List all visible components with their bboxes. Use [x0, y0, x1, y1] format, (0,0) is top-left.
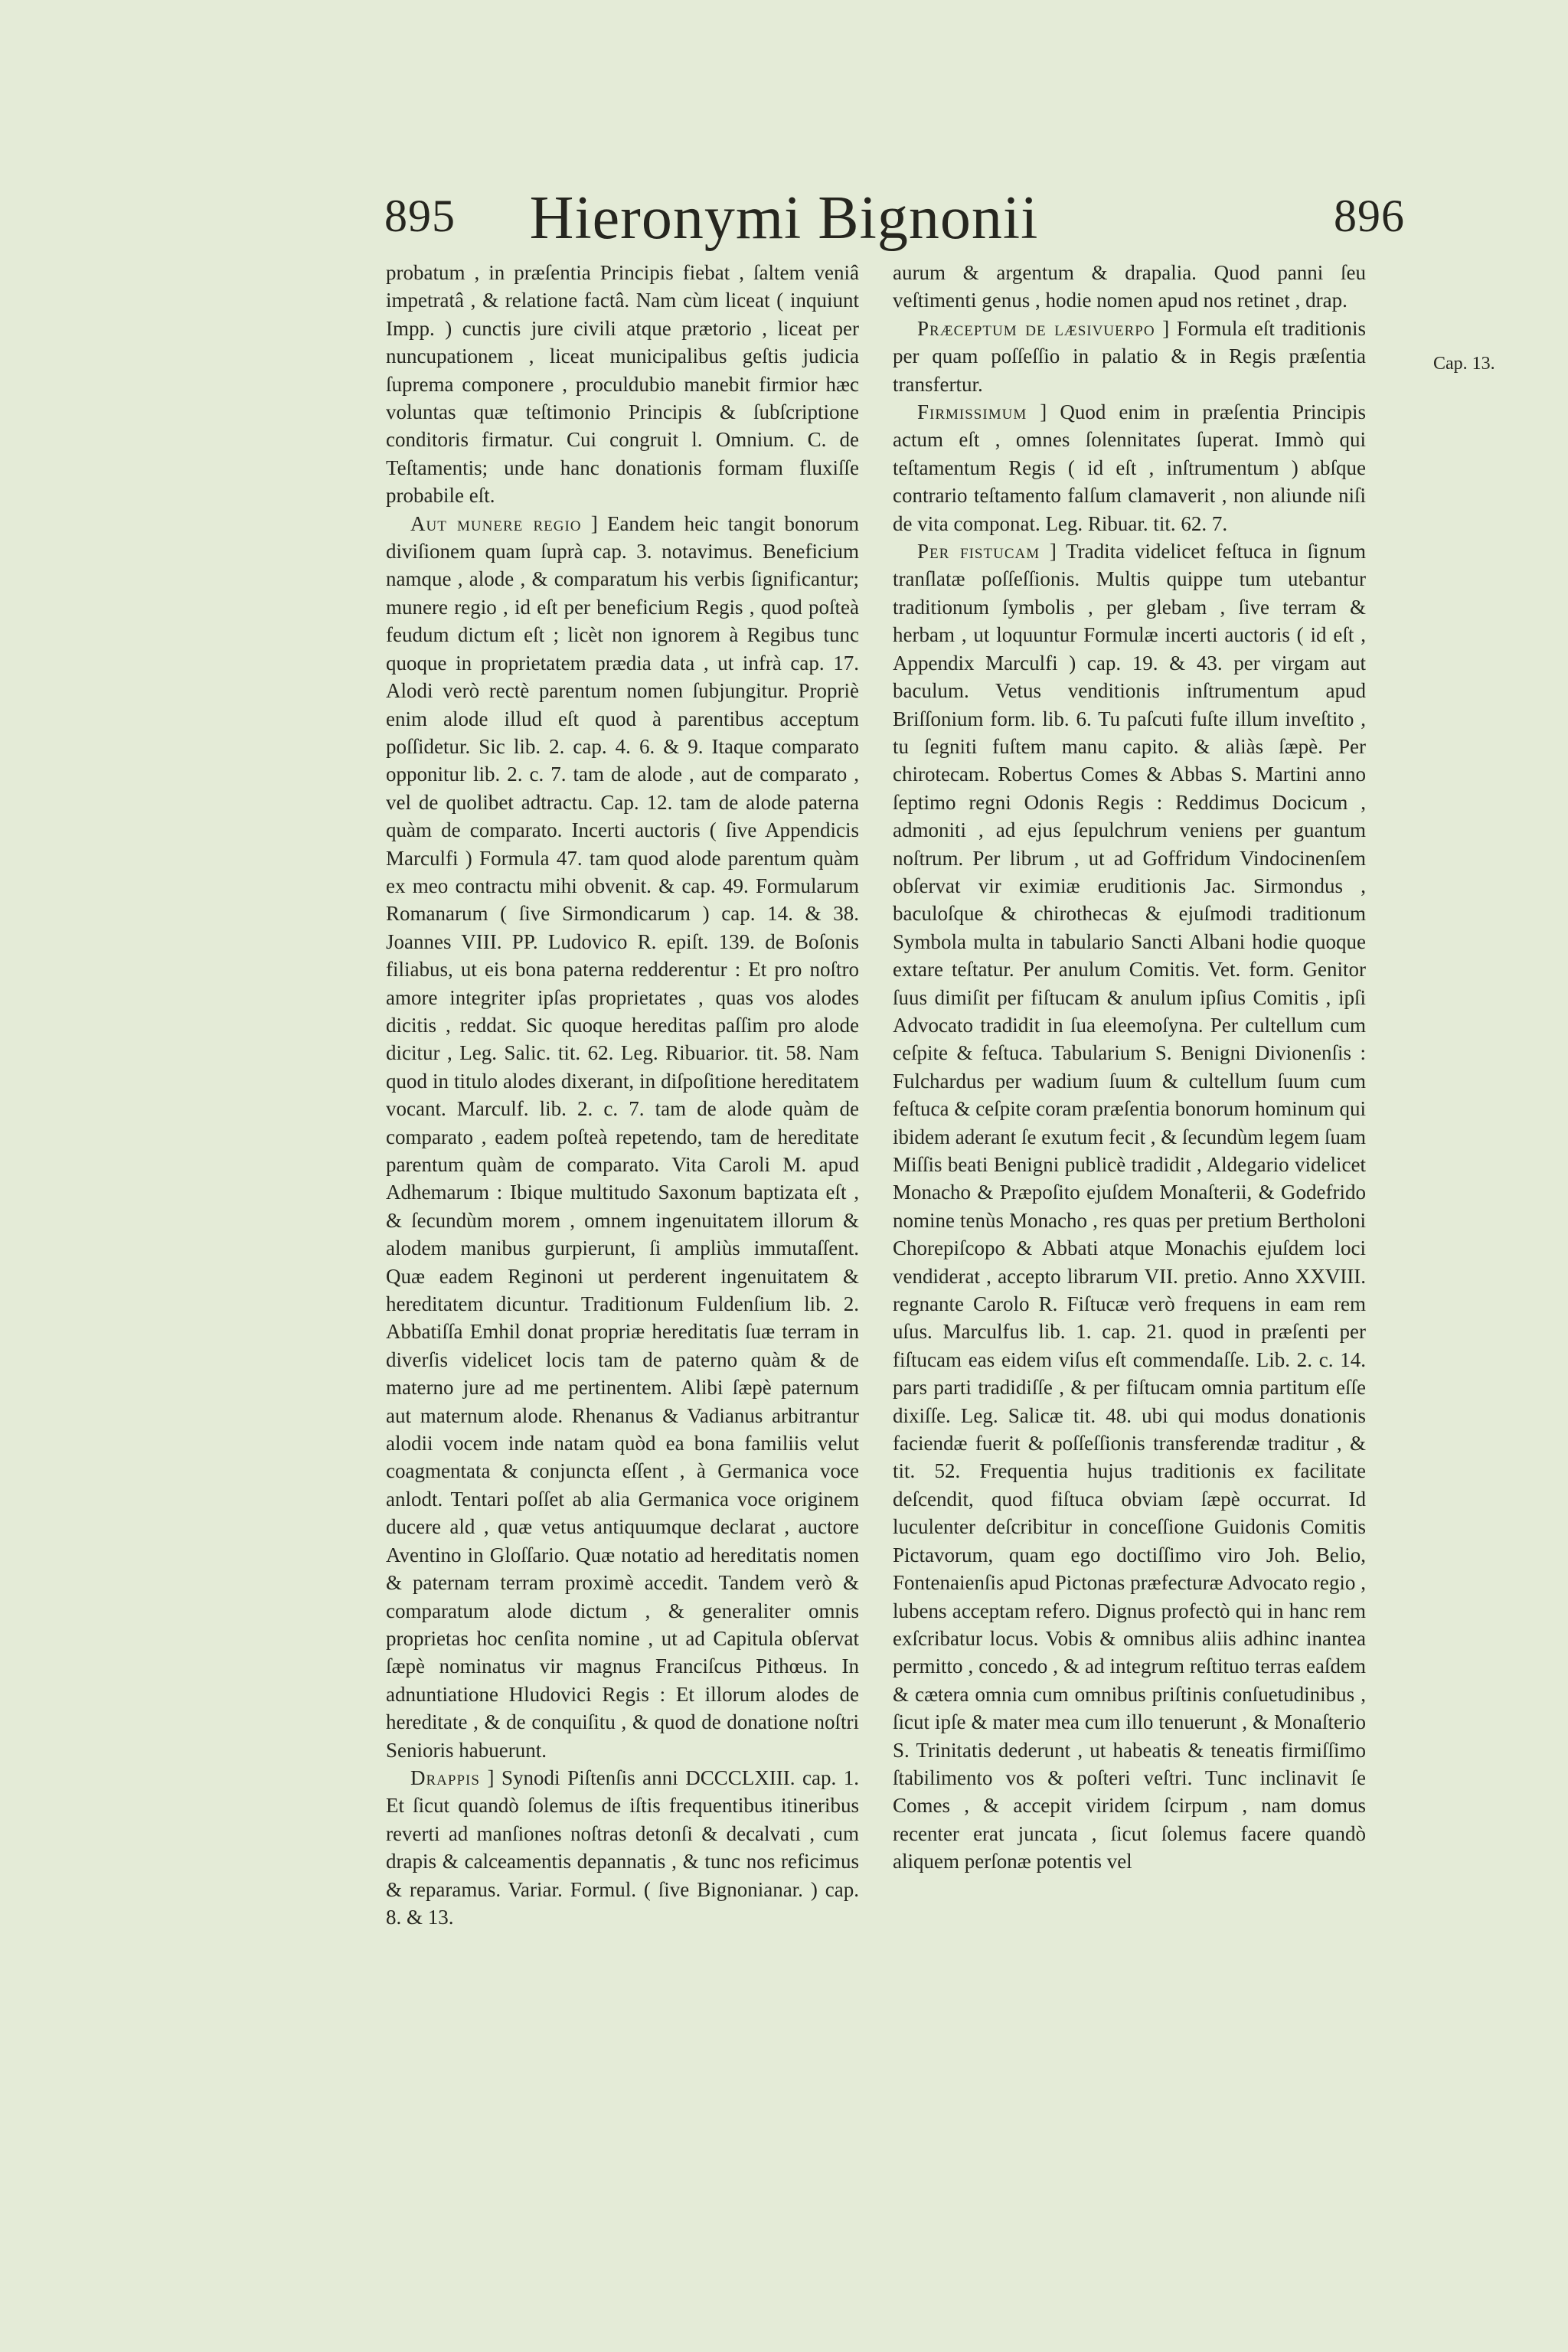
lemma: Præceptum de læsivuerpo — [917, 316, 1155, 340]
left-page-number: 895 — [384, 191, 456, 241]
paragraph: probatum , in præſentia Principis fiebat , ſaltem veniâ impetratâ , & relatione factâ. Nam cùm liceat ( inquiunt Impp. ) cunctis jure civili atque prætorio , liceat per nuncupationem , liceat municipalibus geſtis judicia ſuprema componere , proculdubio manebit firmior hæc voluntas quæ teſtimonio Principis & ſubſcriptione conditoris firmatur. Cui congruit l. Omnium. C. de Teſtamentis; unde hanc donationis formam fluxiſſe probabile eſt. — [386, 261, 859, 508]
lemma: Per fistucam — [917, 540, 1040, 564]
paragraph — [386, 510, 859, 1764]
paragraph — [893, 315, 1366, 398]
paragraph — [893, 537, 1366, 1876]
running-title: Hieronymi Bignonii — [529, 185, 1039, 252]
marginal-note: Cap. 13. — [1433, 354, 1495, 374]
right-page-number: 896 — [1334, 191, 1405, 241]
paragraph-text: ] Quod enim in præſentia Principis actum eſt , omnes ſolennitates ſuperat. Immò qui teſtamentum Regis ( id eſt , inſtrumentum ) abſque contrario teſtamento falſum clamaverit , non aliunde niſi de vita componat. Leg. Ribuar. tit. 62. 7. — [893, 400, 1367, 535]
paragraph-text: ] Tradita videlicet feſtuca in ſignum tranſlatæ poſſeſſionis. Multis quippe tum utebantur traditionum ſymbolis , per glebam , ſive terram & herbam , ut loquuntur Formulæ incerti auctoris ( id eſt , Appendix Marculfi ) cap. 19. & 43. per virgam aut baculum. Vetus venditionis inſtrumentum apud Briſſonium form. lib. 6. Tu paſcuti fuſte illum inveſtito , tu ſegniti fuſtem manu capito. & aliàs ſæpè. Per chirotecam. Robertus Comes & Abbas S. Martini anno ſeptimo regni Odonis Regis : Reddimus Docicum , admoniti , ad ejus ſepulchrum veniens per guantum noſtrum. Per librum , ut ad Goffridum Vindocinenſem obſervat vir eximiæ eruditionis Jac. Sirmondus , baculoſque & chirothecas & ejuſmodi traditionum Symbola multa in tabulario Sancti Albani hodie quoque extare teſtatur. Per anulum Comitis. Vet. form. Genitor ſuus dimiſit per fiſtucam & anulum ipſius Comitis , ipſi Advocato tradidit in ſua eleemoſyna. Per cultellum cum ceſpite & feſtuca. Tabularium S. Benigni Divionenſis : Fulchardus per wadium ſuum & cultellum ſuum cum feſtuca & ceſpite coram præſentia bonorum hominum qui ibidem aderant ſe exutum fecit , & ſecundùm legem ſuam Miſſis beati Benigni publicè tradidit , Aldegario videlicet Monacho & Præpoſito ejuſdem Monaſterii, & Godefrido nomine tenùs Monacho , res quas per pretium Bertholoni Chorepiſcopo & Abbati atque Monachis ejuſdem loci vendiderat , accepto librarum VII. pretio. Anno XXVIII. regnante Carolo R. Fiſtucæ verò frequens in eam rem uſus. Marculfus lib. 1. cap. 21. quod in præſenti per fiſtucam eas eidem viſus eſt commendaſſe. Lib. 2. c. 14. pars parti tradidiſſe , & per fiſtucam omnia partitum eſſe dixiſſe. Leg. Salicæ tit. 48. ubi qui modus donationis faciendæ fuerit & poſſeſſionis transferendæ traditur , & tit. 52. Frequentia hujus traditionis ex facilitate deſcendit, quod fiſtuca obviam ſæpè occurrat. Id luculenter deſcribitur in conceſſione Guidonis Comitis Pictavorum, quam ego doctiſſimo viro Joh. Belio, Fontenaienſis apud Pictonas præfecturæ Advocato regio , lubens acceptam refero. Dignus profectò qui in hanc rem exſcribatur locus. Vobis & omnibus aliis adhinc inantea permitto , concedo , & ad integrum reſtituo terras eaſdem & cætera omnia cum omnibus priſtinis conſuetudinibus , ſicut ipſe & mater mea cum illo tenuerunt , & Monaſterio S. Trinitatis dederunt , ut habeatis & teneatis firmiſſimo ſtabilimento vos & poſteri veſtri. Tunc inclinavit ſe Comes , & accepit viridem ſcirpum , nam domus recenter erat juncata , ſicut ſolemus facere quandò aliquem perſonæ potentis vel — [893, 540, 1367, 1873]
right-column — [893, 259, 1366, 1876]
lemma: Drappis — [410, 1766, 480, 1789]
paragraph: aurum & argentum & drapalia. Quod panni ſeu veſtimenti genus , hodie nomen apud nos retinet , drap. — [893, 261, 1366, 312]
paragraph — [386, 1764, 859, 1931]
paragraph-text: ] Synodi Piſtenſis anni DCCCLXIII. cap. 1. Et ſicut quandò ſolemus de iſtis frequentibus itineribus reverti ad manſiones noſtras detonſi & decalvati , cum drapis & calceamentis depannatis , & tunc nos reficimus & reparamus. Variar. Formul. ( ſive Bignonianar. ) cap. 8. & 13. — [386, 1766, 860, 1929]
paragraph — [893, 398, 1366, 537]
left-column — [386, 259, 859, 1931]
lemma: Firmissimum — [917, 400, 1027, 424]
paragraph-text: ] Formula eſt traditionis per quam poſſeſſio in palatio & in Regis præſentia transfertur. — [893, 316, 1367, 396]
paragraph-text: ] Eandem heic tangit bonorum diviſionem quam ſuprà cap. 3. notavimus. Beneficium namque , alode , & comparatum his verbis ſignificantur; munere regio , id eſt per beneficium Regis , quod poſteà feudum dictum eſt ; licèt non ignorem à Regibus tunc quoque in proprietatem prædia data , ut infrà cap. 17. Alodi verò rectè parentum nomen ſubjungitur. Propriè enim alode illud eſt quod à parentibus acceptum poſſidetur. Sic lib. 2. cap. 4. 6. & 9. Itaque comparato opponitur lib. 2. c. 7. tam de alode , aut de comparato , vel de quolibet adtractu. Cap. 12. tam de alode paterna quàm de comparato. Incerti auctoris ( ſive Appendicis Marculfi ) Formula 47. tam quod alode parentum quàm ex meo contractu mihi obvenit. & cap. 49. Formularum Romanarum ( ſive Sirmondicarum ) cap. 14. & 38. Joannes VIII. PP. Ludovico R. epiſt. 139. de Boſonis filiabus, ut eis bona paterna redderentur : Et pro noſtro amore integriter ipſas proprietates , quas vos alodes dicitis , reddat. Sic quoque hereditas paſſim pro alode dicitur , Leg. Salic. tit. 62. Leg. Ribuarior. tit. 58. Nam quod in titulo alodes dixerant, in diſpoſitione hereditatem vocant. Marculf. lib. 2. c. 7. tam de alode quàm de comparato , eadem poſteà repetendo, tam de hereditate parentum quàm de comparato. Vita Caroli M. apud Adhemarum : Ibique multitudo Saxonum baptizata eſt , & ſecundùm morem , omnem ingenuitatem illorum & alodem manibus gurpierunt, ſi ampliùs immutaſſent. Quæ eadem Reginoni ut perderent ingenuitatem & hereditatem dicuntur. Traditionum Fuldenſium lib. 2. Abbatiſſa Emhil donat propriæ hereditatis ſuæ terram in diverſis videlicet locis tam de paterno quàm & de materno jure ad me pertinentem. Alibi ſæpè paternum aut maternum alode. Rhenanus & Vadianus arbitrantur alodii vocem inde natam quòd ea bona familiis velut coagmentata & conjuncta eſſent , à Germanica voce anlodt. Tentari poſſet ab alia Germanica voce originem ducere ald , quæ vetus antiquumque declarat , auctore Aventino in Gloſſario. Quæ notatio ad hereditatis nomen & paternam terram proximè accedit. Tandem verò & comparatum alode dictum , & generaliter omnis proprietas hoc cenſita nomine , ut ad Capitula obſervat ſæpè nominatus vir magnus Franciſcus Pithœus. In adnuntiatione Hludovici Regis : Et illorum alodes de hereditate , & de conquiſitu , & quod de donatione noſtri Senioris habuerunt. — [386, 511, 860, 1762]
lemma: Aut munere regio — [410, 511, 582, 535]
